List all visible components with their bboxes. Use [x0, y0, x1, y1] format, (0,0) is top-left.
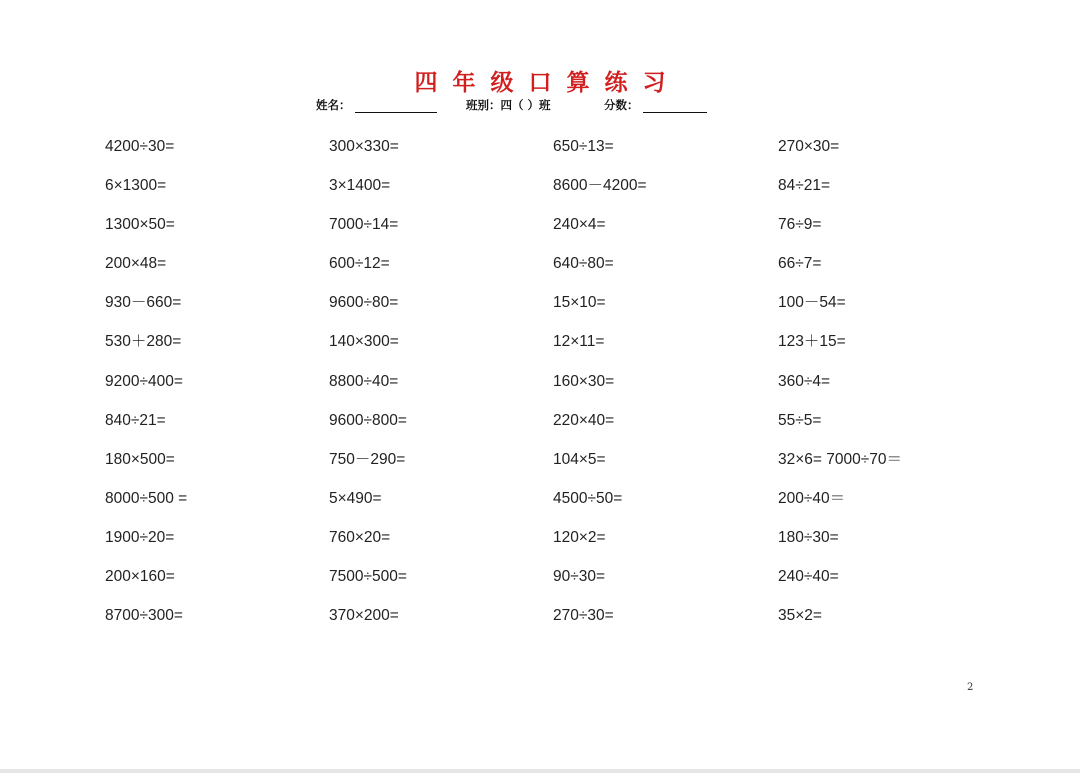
problem-item: 9200÷400=	[105, 372, 183, 390]
name-blank-line	[355, 100, 437, 113]
problem-item: 8000÷500 =	[105, 489, 188, 507]
problem-item: 8700÷300=	[105, 607, 183, 625]
problem-item: 140×300=	[329, 333, 399, 351]
name-field	[316, 97, 437, 113]
problem-item: 600÷12=	[329, 255, 390, 273]
problem-item: 100－54=	[778, 294, 846, 312]
problem-item: 9600÷800=	[329, 411, 407, 429]
problem-item: 4200÷30=	[105, 138, 175, 155]
class-field	[466, 97, 551, 113]
problem-item: 35×2=	[778, 607, 822, 625]
problem-grid	[105, 136, 978, 644]
problem-item: 640÷80=	[553, 255, 614, 273]
problem-item: 750－290=	[329, 450, 406, 468]
worksheet-title: 四年级口算练习	[414, 69, 681, 96]
problem-item: 200÷40＝	[778, 489, 846, 507]
problem-item: 200×160=	[105, 568, 175, 586]
problem-item: 55÷5=	[778, 411, 822, 429]
problem-item: 104×5=	[553, 450, 606, 468]
problem-item: 760×20=	[329, 528, 391, 546]
problem-item: 930－660=	[105, 294, 182, 312]
problem-item: 15×10=	[553, 294, 606, 312]
problem-item: 76÷9=	[778, 216, 822, 234]
problem-item: 300×330=	[329, 138, 399, 155]
problem-item: 370×200=	[329, 607, 399, 625]
page-number: 2	[967, 682, 974, 693]
problem-item: 1900÷20=	[105, 528, 175, 546]
problem-item: 530＋280=	[105, 333, 182, 351]
problem-item: 650÷13=	[553, 138, 614, 155]
problem-item: 123＋15=	[778, 333, 846, 351]
problem-item: 220×40=	[553, 411, 615, 429]
problem-item: 160×30=	[553, 372, 615, 390]
problem-item: 84÷21=	[778, 177, 831, 195]
problem-item: 840÷21=	[105, 411, 166, 429]
problem-item: 90÷30=	[553, 568, 606, 586]
problem-item: 7500÷500=	[329, 568, 407, 586]
problem-item: 240×4=	[553, 216, 606, 234]
name-label: 姓名：	[316, 98, 351, 112]
problem-item: 240÷40=	[778, 568, 839, 586]
problem-item: 8800÷40=	[329, 372, 399, 390]
problem-item: 360÷4=	[778, 372, 831, 390]
problem-item: 32×6= 7000÷70＝	[778, 450, 903, 468]
score-field	[604, 97, 707, 113]
problem-item: 1300×50=	[105, 216, 175, 234]
problem-item: 12×11=	[553, 333, 605, 351]
problem-item: 270÷30=	[553, 607, 614, 625]
bottom-edge	[0, 769, 1080, 773]
problem-item: 3×1400=	[329, 177, 391, 195]
problem-item: 4500÷50=	[553, 489, 623, 507]
problem-item: 180×500=	[105, 450, 175, 468]
class-label: 班别：四（ ）班	[466, 98, 551, 112]
problem-item: 180÷30=	[778, 528, 839, 546]
score-blank-line	[643, 100, 707, 113]
problem-item: 7000÷14=	[329, 216, 399, 234]
problem-item: 5×490=	[329, 489, 382, 507]
problem-item: 120×2=	[553, 528, 606, 546]
problem-item: 6×1300=	[105, 177, 167, 195]
problem-item: 8600－4200=	[553, 177, 647, 195]
problem-item: 200×48=	[105, 255, 167, 273]
problem-item: 66÷7=	[778, 255, 822, 273]
problem-item: 9600÷80=	[329, 294, 399, 312]
problem-item: 270×30=	[778, 138, 840, 155]
score-label: 分数：	[604, 98, 639, 112]
